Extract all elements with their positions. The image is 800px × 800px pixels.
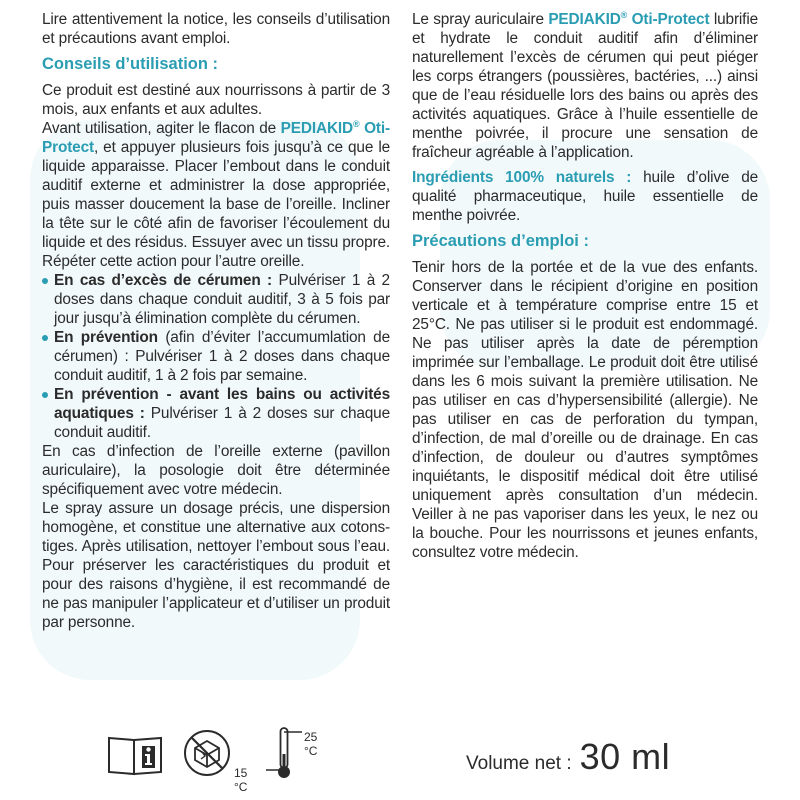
- precautions-heading: Précautions d’emploi :: [412, 232, 589, 250]
- ingredients-paragraph: [412, 168, 758, 225]
- volume-value: 30 ml: [579, 736, 671, 777]
- ingredients-label: Ingrédients 100% naturels :: [412, 169, 632, 186]
- dosage-list: [42, 271, 390, 442]
- spray-paragraph: Le spray assure un dosage précis, une dispersion homogène, et constitue une alternative aux cotons-tiges. Après utilisation, nettoyer l’embout sous l’eau. Pour préserver les caractéristiques du produit et pour des raisons d’hygiène, il est recommandé de ne pas manipuler l’applicateur et d’utiliser un produit par personne.: [42, 500, 390, 631]
- list-item-text: Pulvériser 1 à 2 doses sur chaque conduit auditif.: [54, 405, 390, 441]
- brand-product-right: Oti-Protect: [631, 11, 710, 28]
- infection-paragraph: En cas d’infection de l’oreille externe (pavillon auriculaire), la posologie doit être déterminée spécifiquement avec votre médecin.: [42, 443, 390, 498]
- brand-name-right: PEDIAKID: [548, 11, 621, 28]
- volume-label: Volume net :: [466, 753, 572, 774]
- usage-paragraph-1: Ce produit est destiné aux nourrissons à partir de 3 mois, aux enfants et aux adultes.: [42, 82, 390, 118]
- conseils-heading: Conseils d’utilisation :: [42, 55, 219, 73]
- list-item-text: Pulvériser 1 à 2 doses dans chaque conduit auditif, 3 à 5 fois par jour jusqu’à élimination complète du cérumen.: [54, 272, 390, 327]
- description-end: lubrifie et hydrate le conduit auditif afin d’éliminer naturellement l’excès de cérumen qui peut piéger les corps étrangers (poussières, bactéries, ...) ainsi que de l’eau résiduelle lors des bains ou après des activités aquatiques. Grâce à l’huile essentielle de menthe poivrée, il procure une sensation de fraîcheur agréable à l’application.: [412, 11, 758, 161]
- list-item: [42, 271, 390, 328]
- description-start: Le spray auriculaire: [412, 11, 549, 28]
- list-item-label: En cas d’excès de cérumen :: [54, 272, 273, 289]
- ingredients-text: huile d’olive de qualité pharmaceutique, huile essentielle de menthe poivrée.: [412, 169, 759, 224]
- list-item-label: En prévention - avant les bains ou activités aquatiques :: [54, 386, 390, 422]
- temperature-max-label: 25 °C: [304, 730, 318, 758]
- do-not-use-if-damaged-icon: [182, 728, 232, 783]
- temperature-min-label: 15 °C: [234, 766, 248, 794]
- right-column: [412, 10, 758, 562]
- brand-name: PEDIAKID: [280, 120, 354, 137]
- instructions-book-icon: [106, 732, 164, 781]
- list-item-label: En prévention: [54, 329, 158, 346]
- description-paragraph: [412, 10, 758, 162]
- brand-registered-mark-right: ®: [620, 9, 628, 20]
- brand-registered-mark: ®: [353, 118, 360, 129]
- intro-text: Lire attentivement la notice, les conseils d’utilisation et précautions avant emploi.: [42, 11, 390, 47]
- left-column: [42, 10, 390, 632]
- list-item: [42, 328, 390, 385]
- usage-paragraph-2-end: , et appuyer plusieurs fois jusqu’à ce que le liquide apparaisse. Placer l’embout dans le conduit auditif externe et administrer la dose appropriée, puis masser doucement la base de l’oreille. Incliner la tête sur le côté afin de favoriser l’écoulement du liquide et des résidus. Essuyer avec un tissu propre. Répéter cette action pour l’autre oreille.: [42, 139, 390, 270]
- net-volume: [466, 736, 670, 778]
- usage-paragraph-2-start: Avant utilisation, agiter le flacon de: [42, 120, 281, 137]
- list-item-text: (afin d’éviter l’accumumlation de cérumen) : Pulvériser 1 à 2 doses dans chaque conduit auditif, 1 à 2 fois par semaine.: [54, 329, 390, 384]
- list-item: [42, 385, 390, 442]
- precautions-text: Tenir hors de la portée et de la vue des enfants. Conserver dans le récipient d’origine en position verticale et à température comprise entre 15 et 25°C. Ne pas utiliser si le produit est endommagé. Ne pas utiliser après la date de péremption imprimée sur l’emballage. Le produit doit être utilisé dans les 6 mois suivant la première utilisation. Ne pas utiliser en cas d’hypersensibilité (allergie). Ne pas utiliser en cas de perforation du tympan, d’infection, de mal d’oreille ou de drainage. En cas d’infection, de douleur ou d’autres symptômes inquiétants, le dispositif médical doit être utilisé uniquement après consultation d’un médecin. Veiller à ne pas vaporiser dans les yeux, le nez ou la bouche. Pour les nourrissons et jeunes enfants, consultez votre médecin.: [412, 259, 758, 561]
- brand-product: Oti-Protect: [42, 120, 390, 156]
- usage-paragraph-2: [42, 119, 390, 271]
